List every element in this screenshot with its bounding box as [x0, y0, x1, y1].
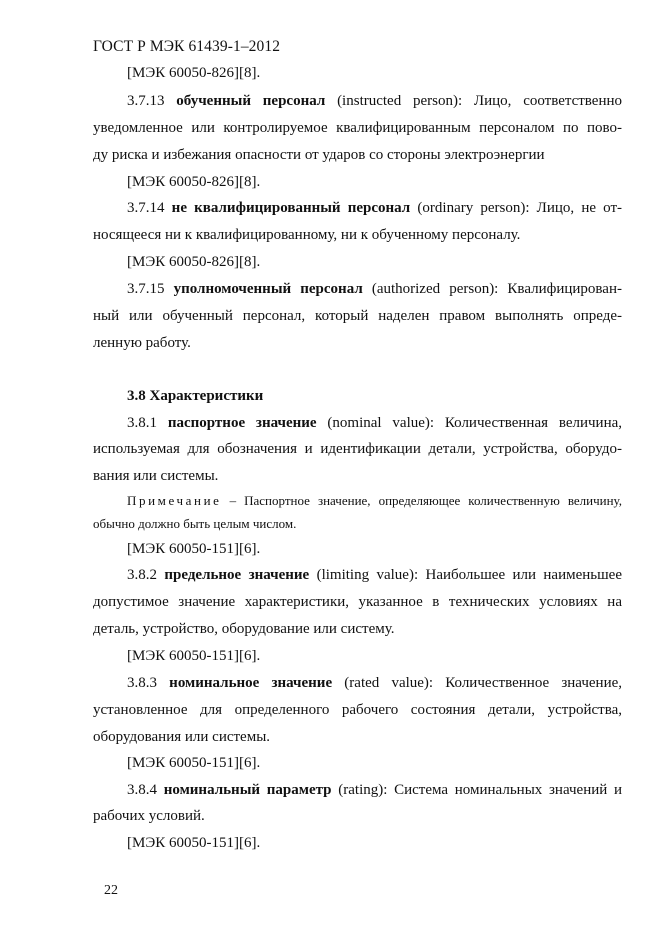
- definition-text: (rating): Система номинальных значений и: [338, 782, 623, 798]
- definition-3-8-2-line-3: деталь, устройство, оборудование или систему.: [93, 621, 395, 637]
- document-header: ГОСТ Р МЭК 61439-1–2012: [93, 38, 281, 55]
- definition-3-8-3-line-2: установленное для определенного рабочего состояния детали, устройства,: [93, 702, 622, 718]
- term: предельное значение: [164, 567, 310, 583]
- reference: [МЭК 60050-151][6].: [127, 541, 261, 557]
- definition-3-8-2-line-2: допустимое значение характеристики, указанное в технических условиях на: [93, 594, 622, 610]
- note-label: Примечание: [127, 493, 222, 508]
- definition-3-8-1-line-1: [127, 414, 622, 432]
- term: обученный персонал: [176, 93, 326, 109]
- reference: [МЭК 60050-826][8].: [127, 65, 261, 81]
- clause-number: 3.8.1: [127, 415, 157, 431]
- term: номинальное значение: [169, 675, 333, 691]
- definition-text: (rated value): Количественное значение,: [344, 675, 623, 691]
- definition-3-7-14-line-1: [127, 199, 622, 217]
- term: паспортное значение: [167, 415, 317, 431]
- clause-number: 3.8.4: [127, 782, 157, 798]
- term: не квалифицированный персонал: [171, 200, 411, 216]
- note-line-2: обычно должно быть целым числом.: [93, 516, 297, 531]
- reference: [МЭК 60050-151][6].: [127, 835, 261, 851]
- definition-3-8-4-line-2: рабочих условий.: [93, 808, 205, 824]
- page-number: 22: [104, 883, 118, 898]
- reference: [МЭК 60050-151][6].: [127, 648, 261, 664]
- reference: [МЭК 60050-826][8].: [127, 174, 261, 190]
- definition-3-8-3-line-3: оборудования или системы.: [93, 729, 271, 745]
- clause-number: 3.7.14: [127, 200, 165, 216]
- clause-number: 3.8.2: [127, 567, 157, 583]
- definition-3-7-13-line-3: ду риска и избежания опасности от ударов со стороны электроэнергии: [93, 147, 545, 163]
- definition-3-7-15-line-2: ный или обученный персонал, который наделен правом выполнять опреде-: [93, 308, 622, 324]
- definition-3-8-1-line-3: вания или системы.: [93, 468, 219, 484]
- reference: [МЭК 60050-151][6].: [127, 755, 261, 771]
- definition-3-7-15-line-1: [127, 280, 622, 298]
- definition-3-8-2-line-1: [127, 566, 622, 584]
- definition-text: (limiting value): Наибольшее или наименьшее: [316, 567, 623, 583]
- definition-3-8-4-line-1: [127, 781, 622, 799]
- term: уполномоченный персонал: [173, 281, 363, 297]
- definition-text: (ordinary person): Лицо, не от-: [417, 200, 623, 216]
- definition-text: (nominal value): Количественная величина,: [327, 415, 623, 431]
- definition-text: (instructed person): Лицо, соответственно: [337, 93, 623, 109]
- definition-3-7-13-line-1: [127, 92, 622, 110]
- definition-3-8-1-line-2: используемая для обозначения и идентификации детали, устройства, оборудо-: [93, 441, 622, 457]
- note-text: – Паспортное значение, определяющее количественную величину,: [229, 493, 623, 508]
- definition-3-8-3-line-1: [127, 674, 622, 692]
- term: номинальный параметр: [163, 782, 332, 798]
- reference: [МЭК 60050-826][8].: [127, 254, 261, 270]
- definition-3-7-15-line-3: ленную работу.: [93, 335, 191, 351]
- definition-3-7-13-line-2: уведомленное или контролируемое квалифицированным персоналом по пово-: [93, 120, 622, 136]
- note-line-1: [127, 492, 622, 510]
- section-heading: 3.8 Характеристики: [127, 388, 264, 404]
- clause-number: 3.8.3: [127, 675, 157, 691]
- clause-number: 3.7.15: [127, 281, 165, 297]
- definition-3-7-14-line-2: носящееся ни к квалифицированному, ни к обученному персоналу.: [93, 227, 521, 243]
- clause-number: 3.7.13: [127, 93, 165, 109]
- definition-text: (authorized person): Квалифицирован-: [371, 281, 622, 297]
